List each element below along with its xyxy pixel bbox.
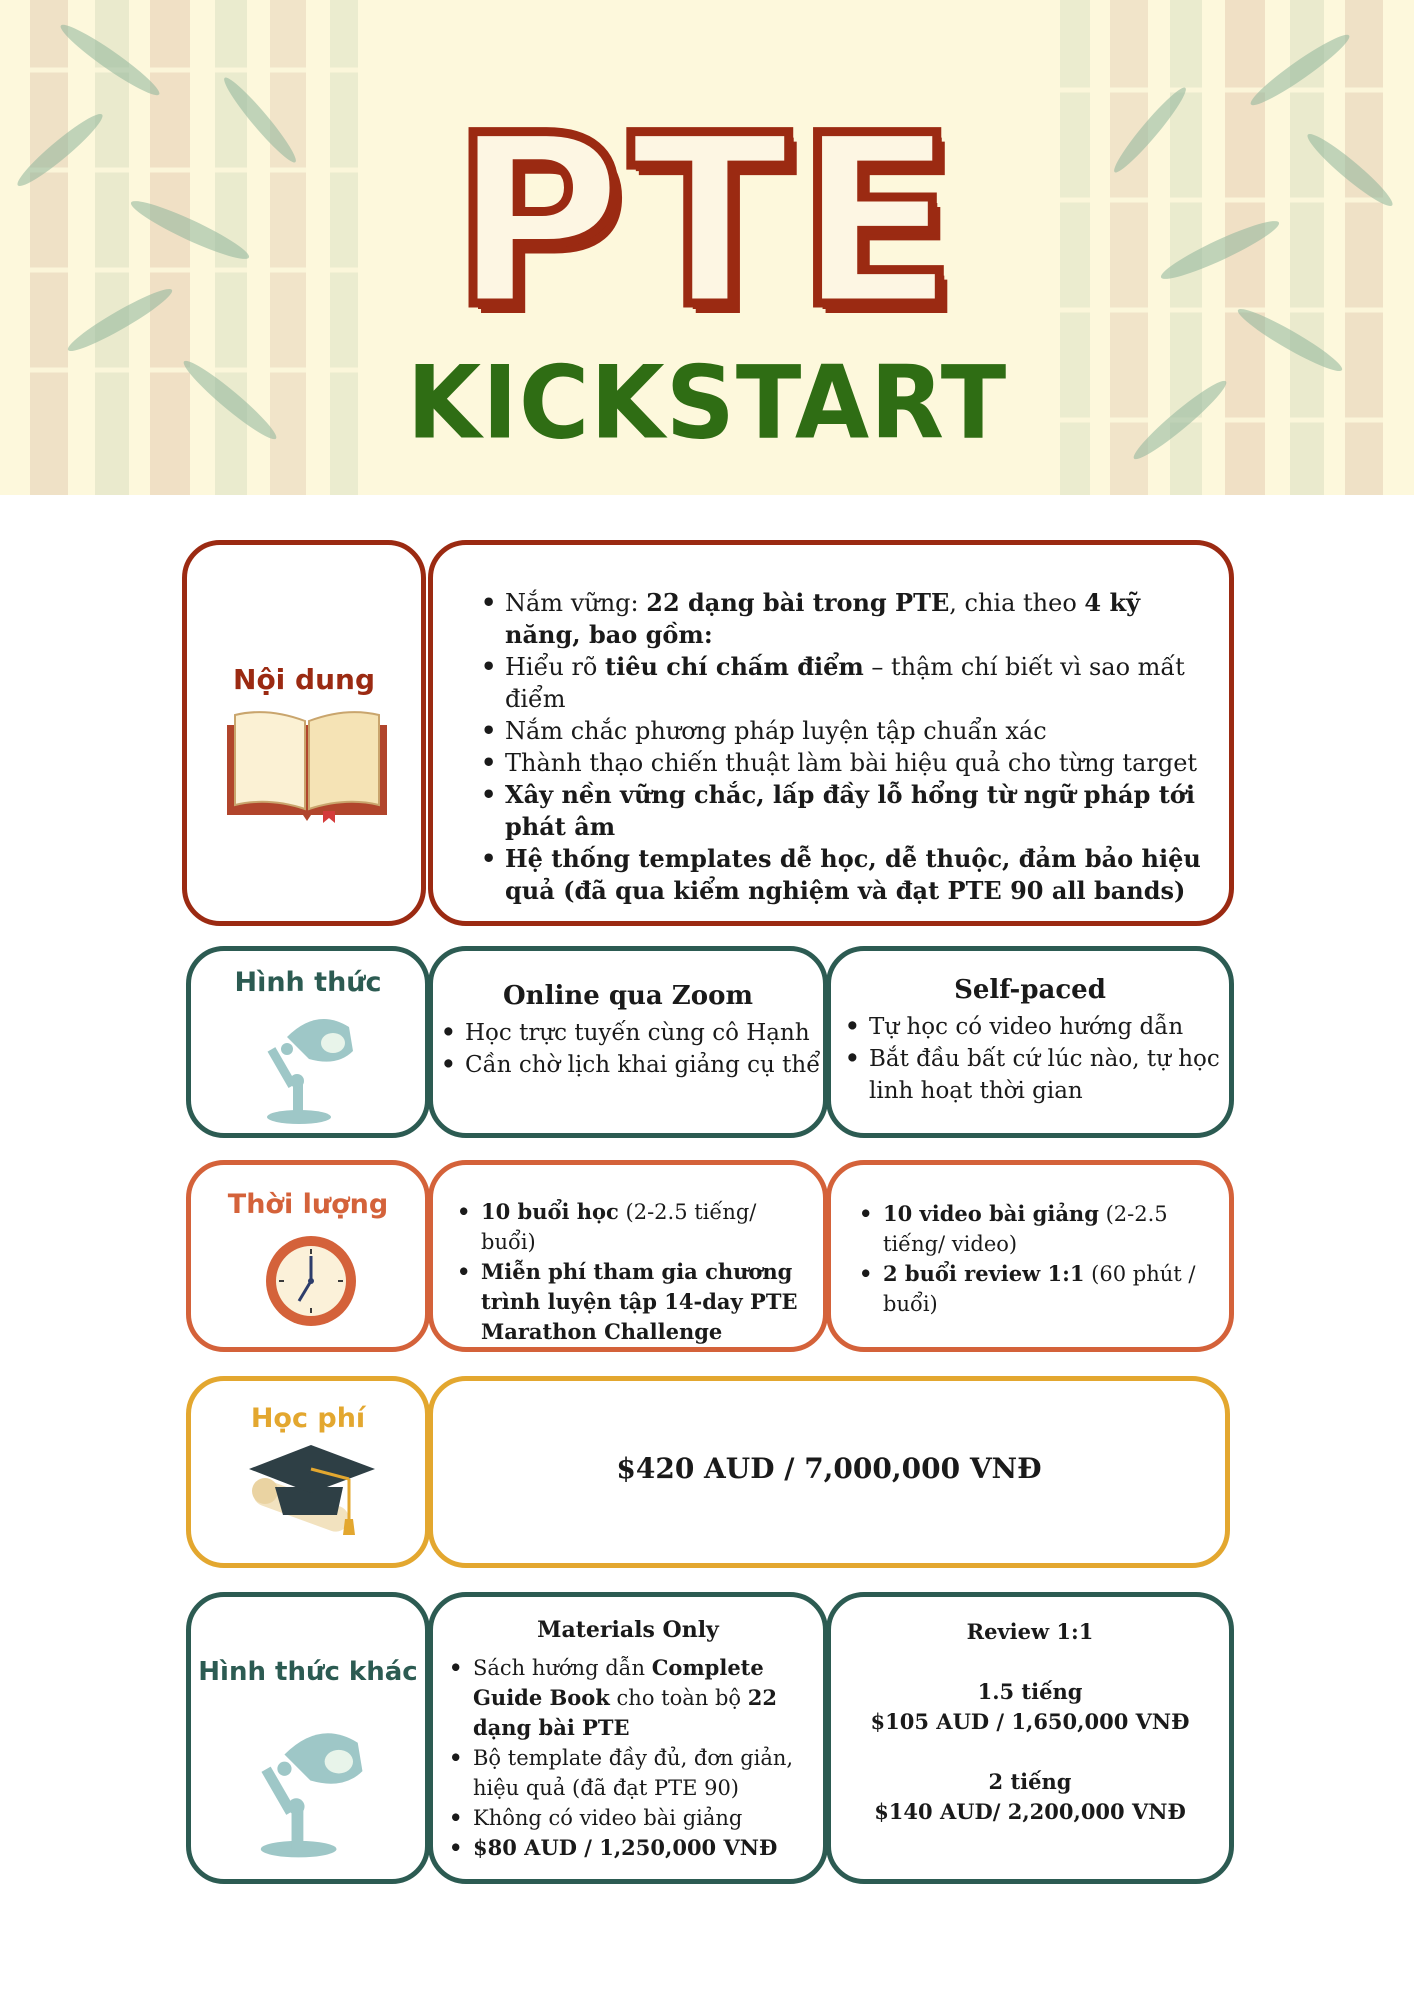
list-item	[477, 747, 1217, 779]
list-item-text: 4 kỹ năng, bao gồm:	[505, 588, 1141, 649]
desk-lamp-icon	[249, 1715, 379, 1865]
list-item-text: Sách hướng dẫn	[473, 1656, 652, 1680]
content-label: Nội dung	[233, 663, 375, 696]
list-item	[445, 1743, 820, 1803]
list-item	[445, 1833, 820, 1863]
list-item	[445, 1653, 820, 1743]
other-materials-box	[428, 1592, 828, 1884]
list-item	[453, 1197, 803, 1257]
content-label-box	[182, 540, 426, 926]
list-item-text: tiêu chí chấm điểm	[605, 652, 864, 681]
fee-price: $420 AUD / 7,000,000 VNĐ	[616, 1452, 1042, 1485]
list-item-text: (2-2.5 tiếng/ video)	[883, 1202, 1168, 1256]
duration-label: Thời lượng	[227, 1189, 389, 1220]
fee-price-box	[428, 1376, 1230, 1568]
review-option2-price: $140 AUD/ 2,200,000 VNĐ	[874, 1799, 1186, 1824]
list-item	[855, 1259, 1220, 1319]
list-item-text: $80 AUD / 1,250,000 VNĐ	[473, 1835, 778, 1860]
list-item	[477, 651, 1217, 715]
other-review-box	[826, 1592, 1234, 1884]
fee-label-box	[186, 1376, 430, 1568]
format-online-box	[428, 946, 828, 1138]
list-item-text: cho toàn bộ	[609, 1686, 748, 1710]
list-item-text: Hiểu rõ	[505, 653, 606, 681]
list-item-text: – thậm chí biết vì sao mất điểm	[505, 653, 1185, 713]
other-materials-title: Materials Only	[537, 1617, 719, 1643]
open-book-icon	[223, 707, 391, 827]
duration-online-box	[428, 1160, 828, 1352]
list-item-text: Nắm vững:	[505, 589, 647, 617]
review-option1-price: $105 AUD / 1,650,000 VNĐ	[870, 1709, 1190, 1734]
graduation-cap-icon	[245, 1443, 381, 1543]
list-item-text: Thành thạo chiến thuật làm bài hiệu quả cho từng target	[505, 749, 1198, 777]
other-label-box	[186, 1592, 430, 1884]
format-label: Hình thức	[234, 967, 382, 998]
content-details-box	[428, 540, 1234, 926]
other-label: Hình thức khác	[198, 1657, 418, 1687]
fee-label: Học phí	[250, 1403, 366, 1434]
format-selfpaced-title: Self-paced	[954, 975, 1106, 1005]
list-item	[445, 1803, 820, 1833]
clock-icon	[263, 1233, 359, 1329]
title-pte: PTE	[451, 86, 963, 359]
review-option1-time: 1.5 tiếng	[977, 1679, 1083, 1704]
list-item-text: Bộ template đầy đủ, đơn giản, hiệu quả (đã đạt PTE 90)	[473, 1746, 794, 1800]
list-item: • Cần chờ lịch khai giảng cụ thể	[437, 1049, 822, 1081]
other-review-title: Review 1:1	[966, 1619, 1094, 1644]
list-item	[477, 843, 1217, 907]
format-selfpaced-box	[826, 946, 1234, 1138]
list-item: • Bắt đầu bất cứ lúc nào, tự học linh hoạt thời gian	[841, 1043, 1226, 1107]
list-item: • Tự học có video hướng dẫn	[841, 1011, 1226, 1043]
duration-label-box	[186, 1160, 430, 1352]
list-item-text: Complete Guide Book	[473, 1655, 764, 1710]
list-item	[477, 779, 1217, 843]
list-item-text: (2-2.5 tiếng/ buổi)	[481, 1200, 757, 1254]
list-item-text: Hệ thống templates dễ học, dễ thuộc, đảm bảo hiệu quả (đã qua kiểm nghiệm và đạt PTE 90 all bands)	[505, 844, 1201, 905]
list-item-text: Không có video bài giảng	[473, 1806, 743, 1830]
list-item	[453, 1257, 803, 1347]
header-banner	[0, 0, 1414, 495]
list-item-text: , chia theo	[949, 589, 1085, 617]
list-item-text: Nắm chắc phương pháp luyện tập chuẩn xác	[505, 717, 1047, 745]
list-item-text: 22 dạng bài PTE	[473, 1685, 777, 1740]
list-item	[855, 1199, 1220, 1259]
desk-lamp-icon	[257, 1007, 367, 1127]
list-item	[477, 715, 1217, 747]
format-online-title: Online qua Zoom	[503, 981, 753, 1011]
list-item-text: 22 dạng bài trong PTE	[646, 588, 950, 617]
list-item-text: (60 phút / buổi)	[883, 1262, 1196, 1316]
content-list	[477, 587, 1217, 907]
title-kickstart: KICKSTART	[406, 344, 1008, 462]
list-item-text: Xây nền vững chắc, lấp đầy lỗ hổng từ ngữ pháp tới phát âm	[505, 780, 1195, 841]
list-item-text: Miễn phí tham gia chương trình luyện tập 14-day PTE Marathon Challenge	[481, 1259, 798, 1344]
list-item-text: 2 buổi review 1:1	[883, 1261, 1085, 1286]
review-option2-time: 2 tiếng	[988, 1769, 1072, 1794]
list-item: • Học trực tuyến cùng cô Hạnh	[437, 1017, 822, 1049]
duration-selfpaced-box	[826, 1160, 1234, 1352]
list-item	[477, 587, 1217, 651]
format-label-box	[186, 946, 430, 1138]
list-item-text: 10 video bài giảng	[883, 1201, 1099, 1226]
list-item-text: 10 buổi học	[481, 1199, 619, 1224]
